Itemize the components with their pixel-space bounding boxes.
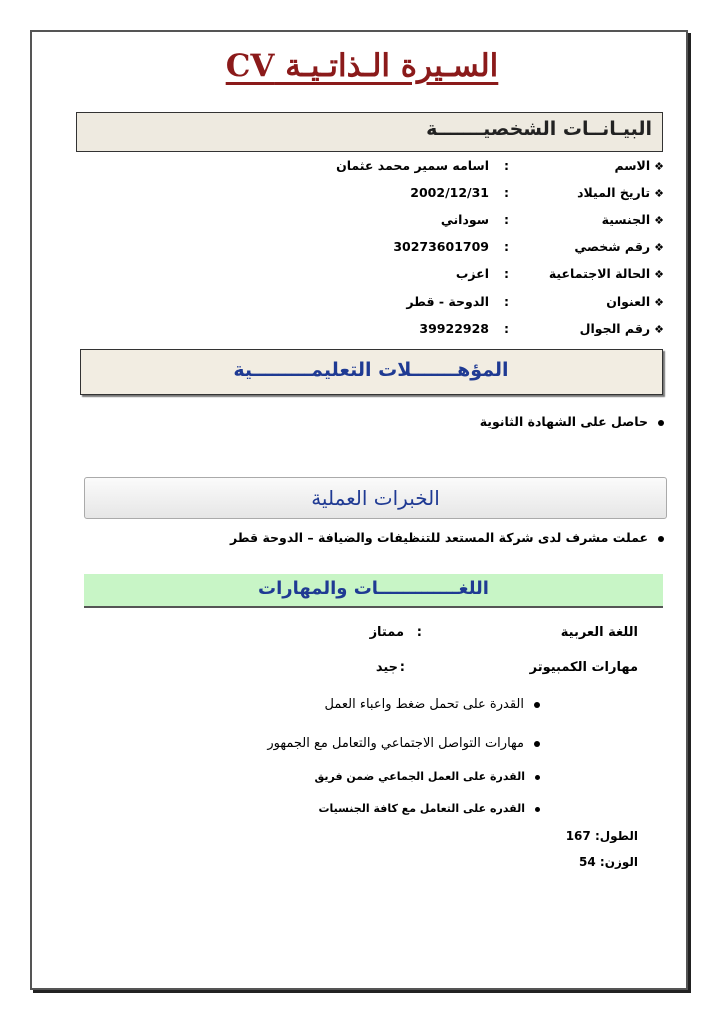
info-label: الحالة الاجتماعية	[548, 266, 651, 281]
four-diamond-icon: ❖	[654, 214, 664, 227]
languages-section-header	[84, 574, 663, 608]
four-diamond-icon: ❖	[654, 160, 664, 173]
bullet-icon	[535, 775, 540, 780]
bullet-icon	[534, 741, 540, 747]
colon: :	[416, 625, 422, 640]
bullet-icon	[535, 807, 540, 812]
bullet-icon	[658, 536, 664, 542]
experience-heading: الخبرات العملية	[311, 486, 440, 510]
personal-heading: البيـانــات الشخصيـــــــة	[426, 118, 652, 140]
info-value: سوداني	[440, 212, 489, 227]
experience-section-header	[84, 477, 667, 519]
bullet-icon	[534, 702, 540, 708]
language-level: ممتاز	[369, 625, 404, 640]
colon: :	[504, 212, 509, 227]
weight-value: الوزن: 54	[579, 855, 638, 869]
bullet-icon	[658, 420, 664, 426]
education-item: حاصل على الشهادة الثانوية	[480, 414, 664, 429]
info-row	[104, 266, 664, 286]
skill-item: القدره على التعامل مع كافة الجنسيات	[318, 802, 540, 815]
four-diamond-icon: ❖	[654, 268, 664, 281]
info-label: العنوان	[606, 294, 651, 309]
info-value: 30273601709	[393, 239, 489, 254]
info-row	[104, 212, 664, 232]
skill-item: القدرة على العمل الجماعي ضمن فريق	[314, 770, 540, 783]
four-diamond-icon: ❖	[654, 241, 664, 254]
language-label: اللغة العربية	[560, 625, 638, 640]
info-label: رقم شخصي	[574, 239, 651, 254]
colon: :	[399, 660, 405, 675]
info-row	[104, 239, 664, 259]
info-label: رقم الجوال	[579, 321, 651, 336]
skill-label: مهارات الكمبيوتر	[529, 660, 638, 675]
four-diamond-icon: ❖	[654, 187, 664, 200]
cv-title: السـيرة الـذاتـيـة CV	[225, 48, 499, 84]
info-value: اسامه سمير محمد عثمان	[336, 158, 489, 173]
education-heading: المؤهـــــــلات التعليمـــــــــية	[233, 359, 509, 381]
info-row	[104, 294, 664, 314]
four-diamond-icon: ❖	[654, 296, 664, 309]
info-row	[104, 185, 664, 205]
info-label: الاسم	[614, 158, 651, 173]
colon: :	[504, 294, 509, 309]
colon: :	[504, 239, 509, 254]
info-value: 2002/12/31	[410, 185, 489, 200]
colon: :	[504, 266, 509, 281]
info-value: 39922928	[419, 321, 489, 336]
skill-item: مهارات التواصل الاجتماعي والتعامل مع الجمهور	[267, 736, 540, 751]
skill-item: القدرة على تحمل ضغط واعباء العمل	[325, 697, 541, 712]
experience-item: عملت مشرف لدى شركة المستعد للتنظيفات والضيافة – الدوحة قطر	[230, 530, 664, 545]
skill-level: جيد	[375, 660, 398, 675]
info-row	[104, 158, 664, 178]
languages-heading: اللغـــــــــــــات والمهارات	[258, 578, 489, 599]
info-row	[104, 321, 664, 341]
height-value: الطول: 167	[565, 829, 638, 843]
info-label: تاريخ الميلاد	[577, 185, 651, 200]
colon: :	[504, 321, 509, 336]
four-diamond-icon: ❖	[654, 323, 664, 336]
colon: :	[504, 158, 509, 173]
colon: :	[504, 185, 509, 200]
personal-section-header	[76, 112, 663, 152]
education-section-header	[80, 349, 663, 395]
info-label: الجنسية	[601, 212, 651, 227]
info-value: اعزب	[455, 266, 489, 281]
info-value: الدوحة - قطر	[406, 294, 489, 309]
